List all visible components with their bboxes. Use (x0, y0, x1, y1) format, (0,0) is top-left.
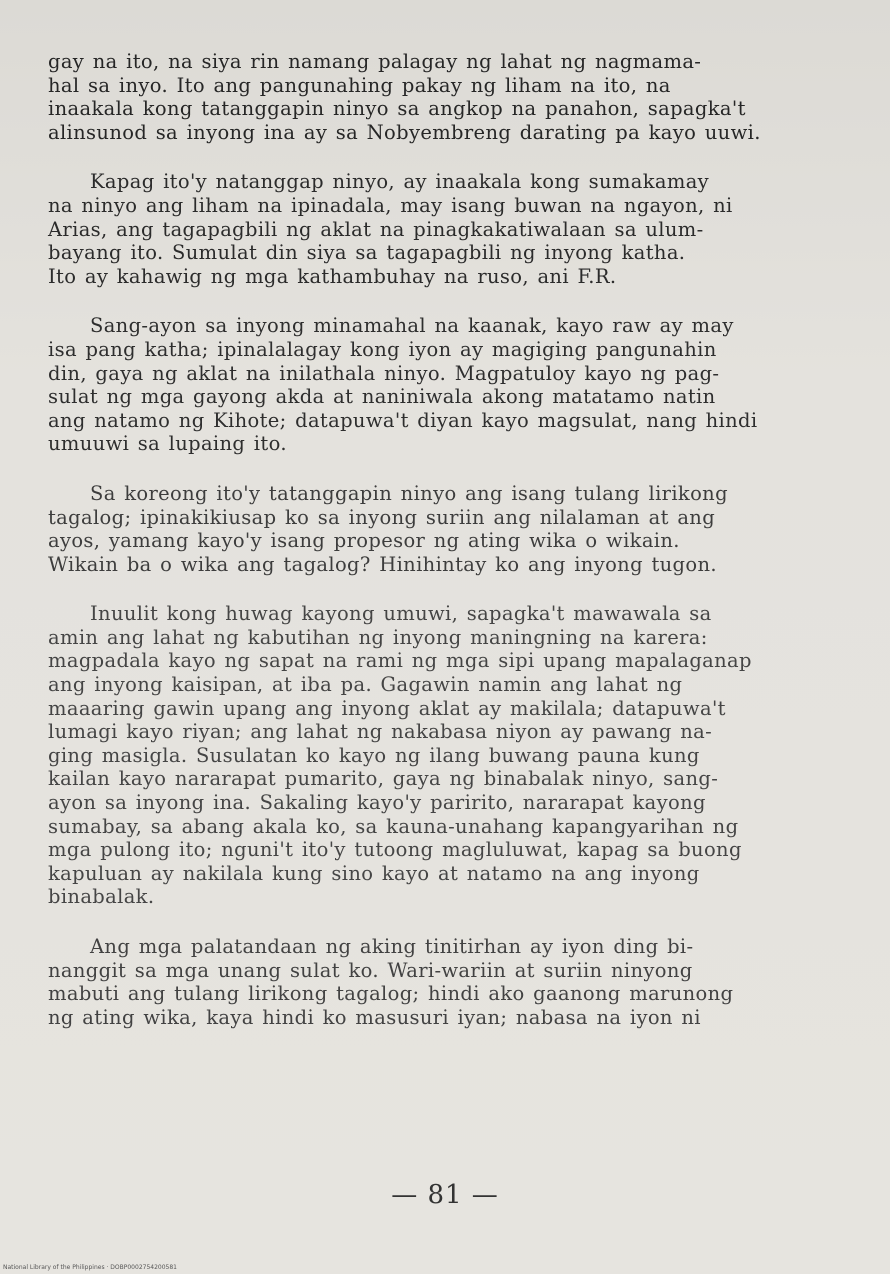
text-line: kapuluan ay nakilala kung sino kayo at natamo na ang inyong (48, 861, 700, 885)
body-text (48, 50, 822, 1055)
text-line: Kapag ito'y natanggap ninyo, ay inaakala kong sumakamay (90, 170, 710, 194)
text-line: Arias, ang tagapagbili ng aklat na pinagkakatiwalaan sa ulum- (48, 217, 704, 241)
text-line: ang inyong kaisipan, at iba pa. Gagawin namin ang lahat ng (48, 673, 683, 697)
text-line: sumabay, sa abang akala ko, sa kauna-unahang kapangyarihan ng (48, 814, 739, 838)
text-line: gay na ito, na siya rin namang palagay ng lahat ng nagmama- (48, 50, 702, 73)
text-line: alinsunod sa inyong ina ay sa Nobyembreng darating pa kayo uuwi. (48, 120, 761, 144)
paragraph-3 (48, 314, 822, 456)
text-line: mabuti ang tulang lirikong tagalog; hindi ako gaanong marunong (48, 982, 734, 1006)
text-line: amin ang lahat ng kabutihan ng inyong maningning na karera: (48, 625, 708, 649)
text-line: ang natamo ng Kihote; datapuwa't diyan kayo magsulat, nang hindi (48, 408, 758, 432)
text-line: maaaring gawin upang ang inyong aklat ay makilala; datapuwa't (48, 696, 726, 720)
text-line: inaakala kong tatanggapin ninyo sa angkop na panahon, sapagka't (48, 97, 746, 121)
paragraph-2 (48, 170, 822, 288)
text-line: mga pulong ito; nguni't ito'y tutoong magluluwat, kapag sa buong (48, 838, 742, 862)
text-line: binabalak. (48, 885, 155, 909)
paragraph-1 (48, 50, 822, 144)
text-line: tagalog; ipinakikiusap ko sa inyong suriin ang nilalaman at ang (48, 505, 716, 529)
text-line: ng ating wika, kaya hindi ko masusuri iyan; nabasa na iyon ni (48, 1005, 701, 1029)
text-line: kailan kayo nararapat pumarito, gaya ng binabalak ninyo, sang- (48, 767, 719, 791)
text-line: Sa koreong ito'y tatanggapin ninyo ang isang tulang lirikong (90, 481, 728, 505)
text-line: isa pang katha; ipinalalagay kong iyon ay magiging pangunahin (48, 337, 717, 361)
text-line: nanggit sa mga unang sulat ko. Wari-wariin at suriin ninyong (48, 958, 693, 982)
text-line: Ito ay kahawig ng mga kathambuhay na ruso, ani F.R. (48, 264, 617, 288)
text-line: Inuulit kong huwag kayong umuwi, sapagka't mawawala sa (90, 602, 712, 626)
text-line: Ang mga palatandaan ng aking tinitirhan ay iyon ding bi- (90, 935, 694, 958)
text-line: magpadala kayo ng sapat na rami ng mga sipi upang mapalaganap (48, 649, 752, 673)
paragraph-4 (48, 482, 822, 576)
text-line: ging masigla. Susulatan ko kayo ng ilang buwang pauna kung (48, 743, 700, 767)
text-line: bayang ito. Sumulat din siya sa tagapagbili ng inyong katha. (48, 241, 686, 265)
text-line: Sang-ayon sa inyong minamahal na kaanak, kayo raw ay may (90, 314, 734, 338)
paragraph-6 (48, 935, 822, 1029)
text-line: ayon sa inyong ina. Sakaling kayo'y paririto, nararapat kayong (48, 791, 706, 815)
scan-credit: National Library of the Philippines · DOBP0002754200581 (3, 1264, 177, 1271)
text-line: sulat ng mga gayong akda at naniniwala akong matatamo natin (48, 385, 716, 409)
text-line: din, gaya ng aklat na inilathala ninyo. Magpatuloy kayo ng pag- (48, 361, 720, 385)
text-line: Wikain ba o wika ang tagalog? Hinihintay ko ang inyong tugon. (48, 552, 717, 576)
text-line: umuuwi sa lupaing ito. (48, 432, 287, 456)
text-line: ayos, yamang kayo'y isang propesor ng ating wika o wikain. (48, 529, 680, 553)
text-line: lumagi kayo riyan; ang lahat ng nakabasa niyon ay pawang na- (48, 720, 713, 744)
paragraph-5 (48, 602, 822, 909)
page-number: — 81 — (391, 1180, 499, 1210)
text-line: hal sa inyo. Ito ang pangunahing pakay ng liham na ito, na (48, 73, 671, 97)
text-line: na ninyo ang liham na ipinadala, may isang buwan na ngayon, ni (48, 193, 733, 217)
